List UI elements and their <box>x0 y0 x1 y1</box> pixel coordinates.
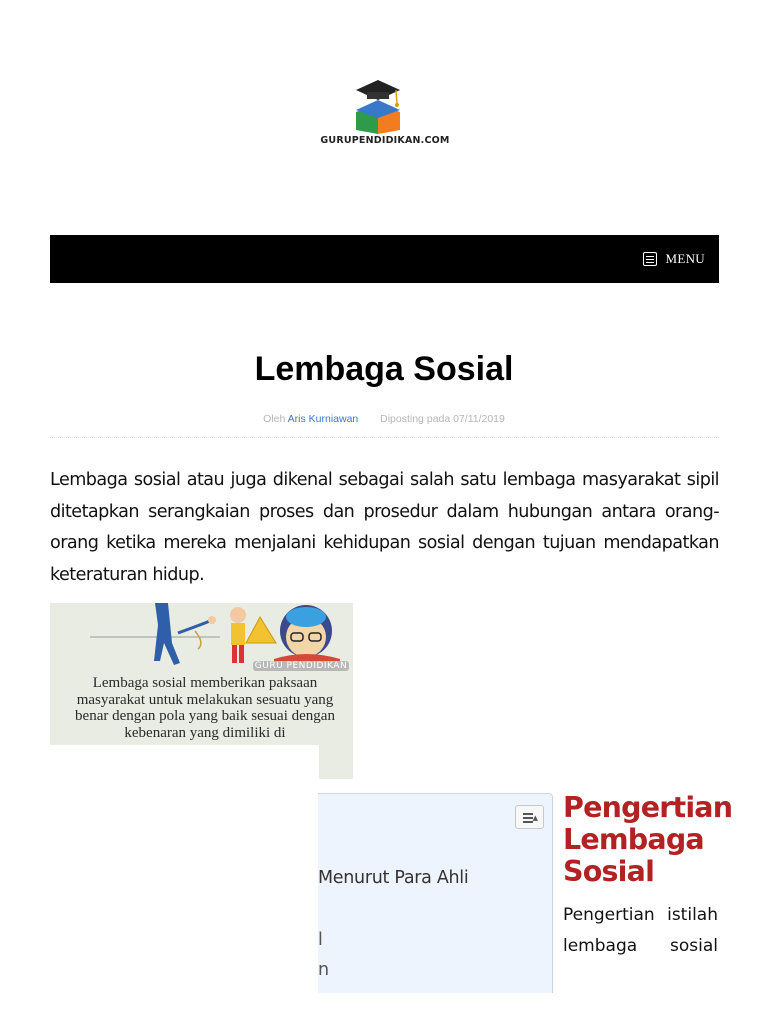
toc-item[interactable]: Menurut Para Ahli <box>318 868 469 888</box>
menu-icon <box>643 252 657 266</box>
toggle-arrow-icon: ▲ <box>532 814 538 822</box>
menu-label: MENU <box>665 251 705 266</box>
meta-divider <box>50 437 719 438</box>
logo-text: GURUPENDIDIKAN.COM <box>320 135 450 146</box>
toc-toggle-button[interactable] <box>515 805 544 829</box>
section-heading: Pengertian Lembaga Sosial <box>563 791 733 888</box>
toc-item[interactable]: n <box>318 960 329 980</box>
illustration-caption: Lembaga sosial memberikan paksaan masyarakat untuk melakukan sesuatu yang benar dengan pola yang baik sesuai dengan kebenaran yang dimiliki di <box>75 675 335 741</box>
by-label: Oleh <box>263 413 286 425</box>
post-meta <box>0 413 768 425</box>
intro-paragraph: Lembaga sosial atau juga dikenal sebagai salah satu lembaga masyarakat sipil ditetapkan serangkaian proses dan prosedur dalam hubungan antara orang-orang ketika mereka menjalani kehidupan sosial dengan tujuan mendapatkan keteraturan hidup. <box>50 470 719 585</box>
illustration-brand: GURU PENDIDIKAN <box>254 661 348 671</box>
author-link[interactable]: Aris Kurniawan <box>287 413 359 425</box>
graduation-cube-icon <box>354 78 402 134</box>
menu-button[interactable] <box>643 247 705 271</box>
toc-item[interactable]: l <box>318 930 323 950</box>
posted-date: Diposting pada 07/11/2019 <box>380 413 505 425</box>
main-navbar <box>50 235 719 283</box>
post-title: Lembaga Sosial <box>254 350 514 388</box>
site-logo[interactable] <box>290 68 480 196</box>
section-paragraph: Pengertian istilah lembaga sosial <box>563 905 718 956</box>
table-of-contents <box>318 793 553 993</box>
overlay-block <box>50 745 319 995</box>
